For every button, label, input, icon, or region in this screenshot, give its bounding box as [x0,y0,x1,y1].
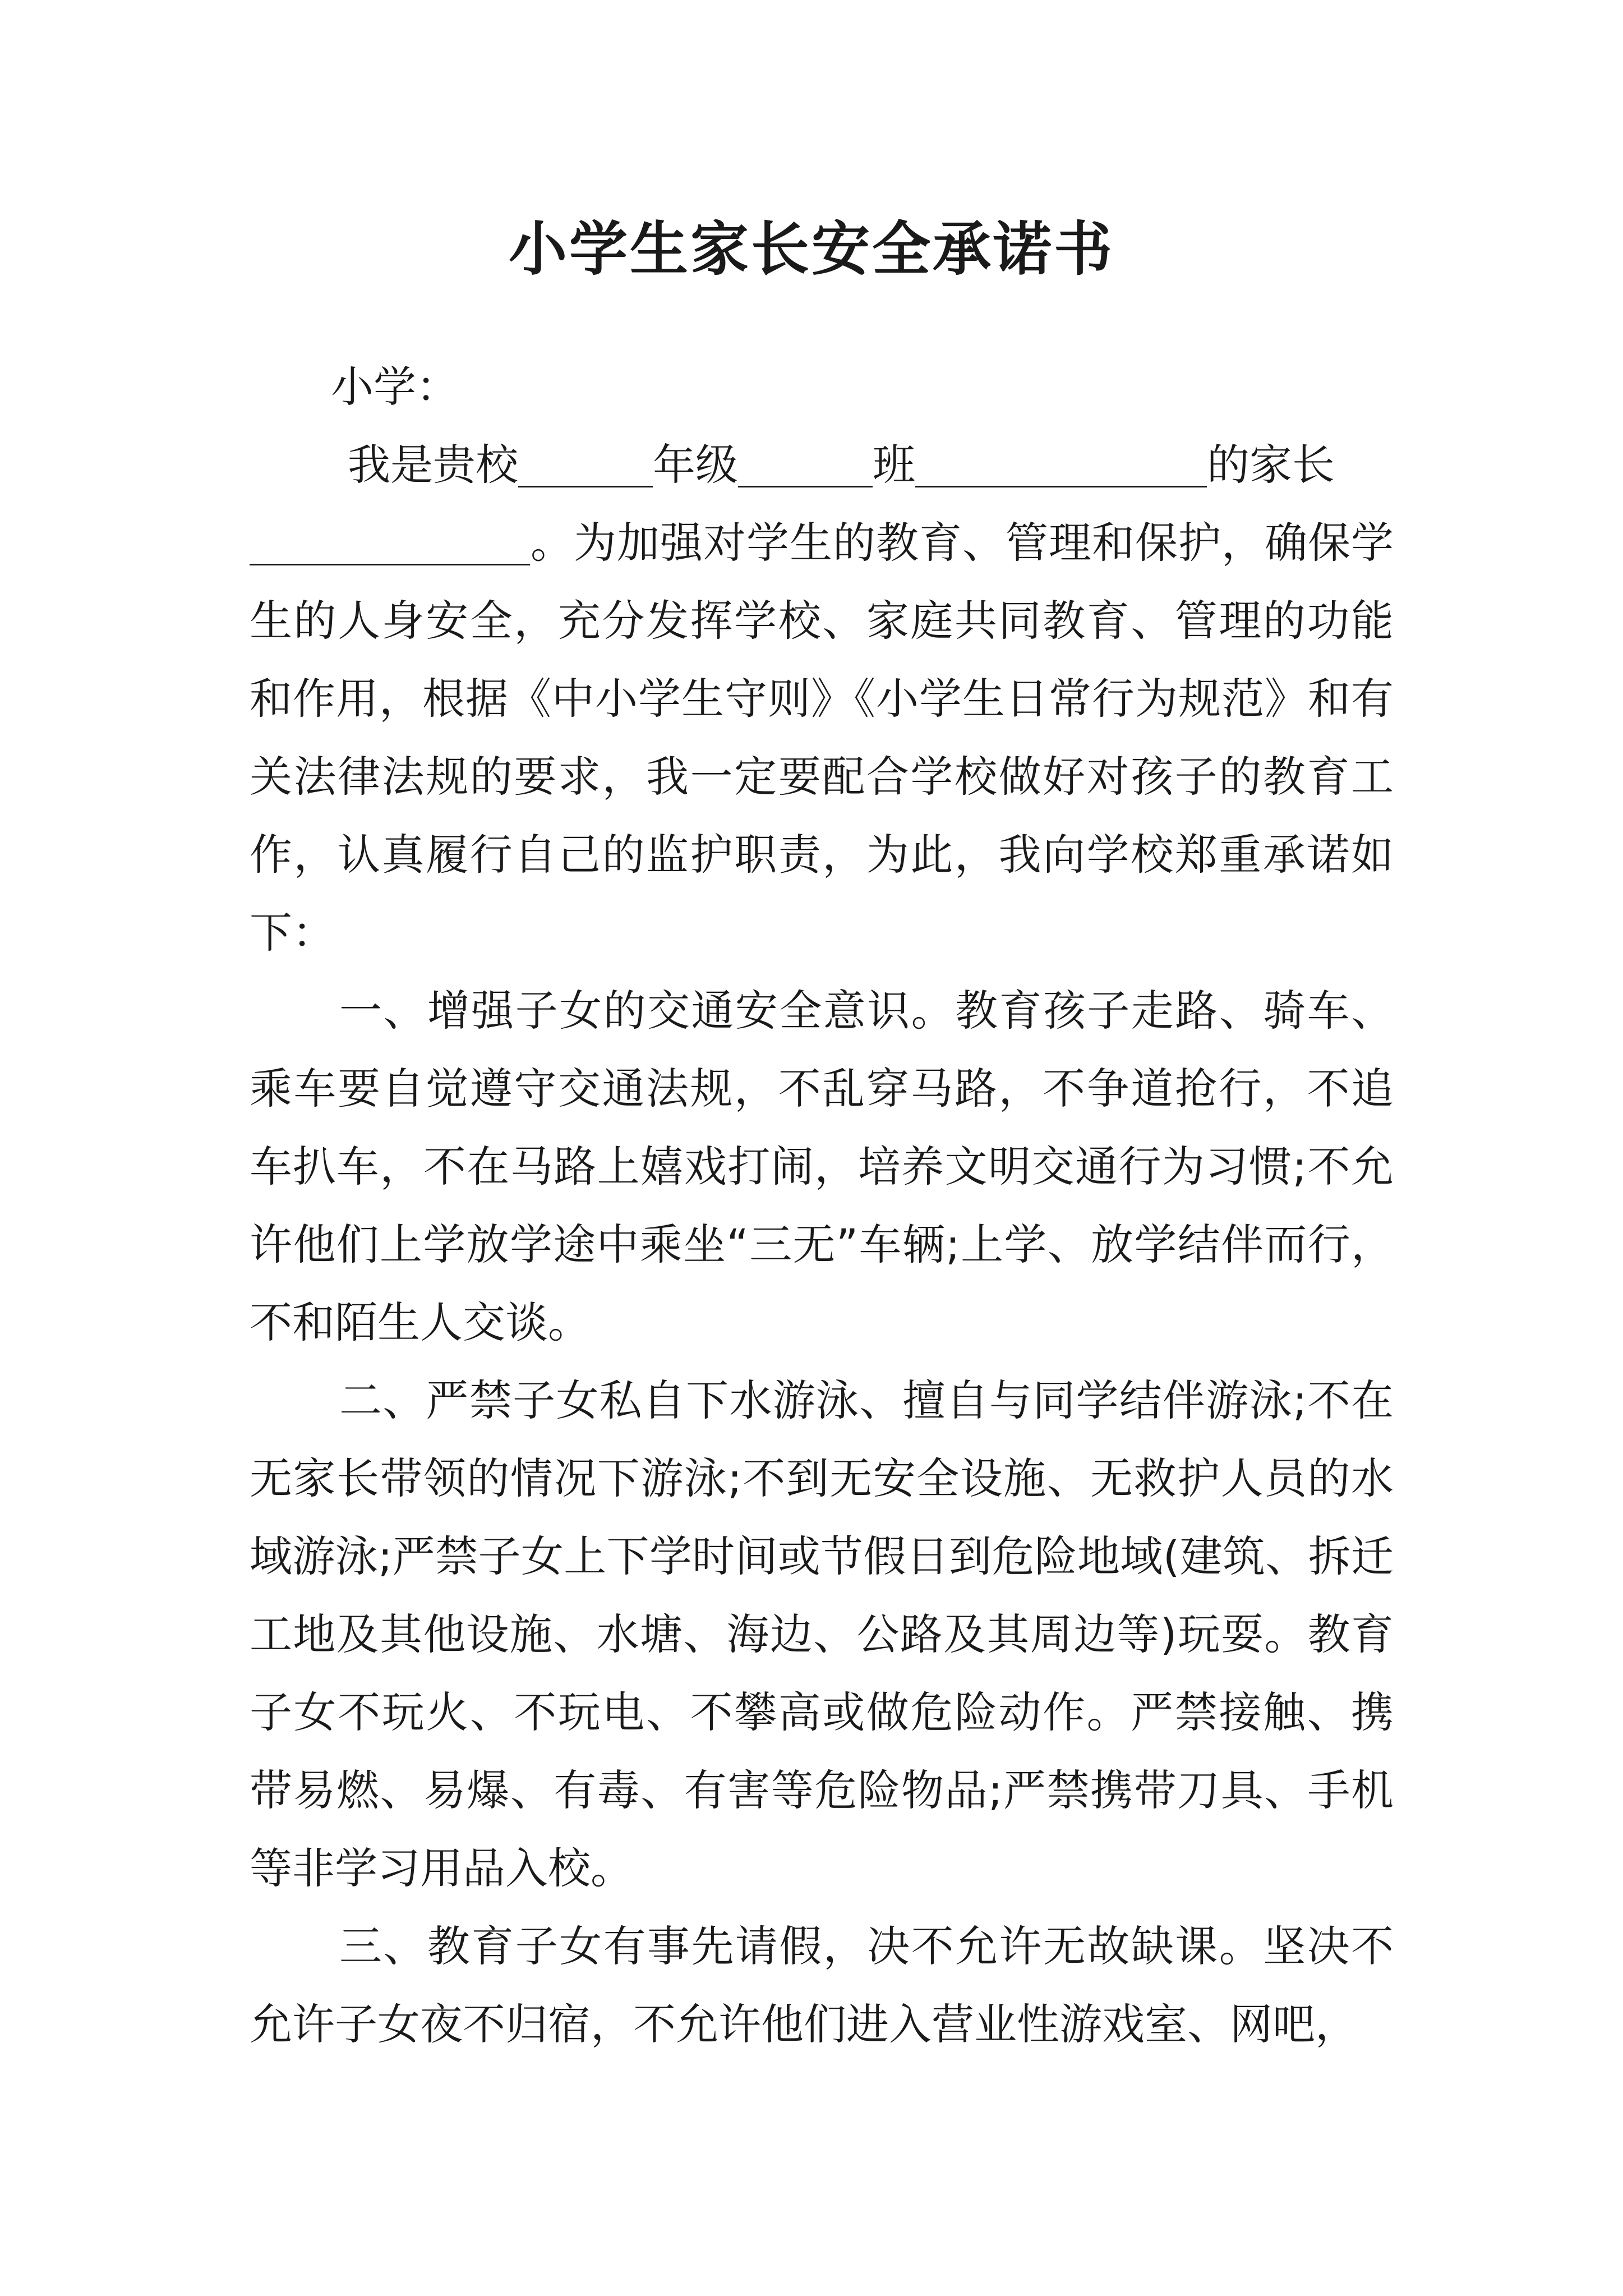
document-body [250,348,1394,2063]
pledge-item-2: 二、严禁子女私自下水游泳、擅自与同学结伴游泳;不在无家长带领的情况下游泳;不到无安全设施、无救护人员的水域游泳;严禁子女上下学时间或节假日到危险地域(建筑、拆迁工地及其他设施、水塘、海边、公路及其周边等)玩耍。教育子女不玩火、不玩电、不攀高或做危险动作。严禁接触、携带易燃、易爆、有毒、有害等危险物品;严禁携带刀具、手机等非学习用品入校。 [250,1375,1394,1893]
salutation: 小学： [331,362,459,412]
intro-first-line [348,426,1394,504]
grade-blank[interactable] [518,436,653,487]
student-name-blank[interactable] [915,436,1207,487]
intro-paragraph [250,426,1394,972]
document-title: 小学生家长安全承诺书 [508,214,1114,283]
class-blank[interactable] [738,436,873,487]
intro-text-2: 年级 [653,440,738,490]
pledge-item-1: 一、增强子女的交通安全意识。教育孩子走路、骑车、乘车要自觉遵守交通法规，不乱穿马路，不争道抢行，不追车扒车，不在马路上嬉戏打闹，培养文明交通行为习惯;不允许他们上学放学途中乘坐“三无”车辆;上学、放学结伴而行，不和陌生人交谈。 [250,986,1394,1347]
intro-text-4: 的家长 [1207,440,1335,490]
pledge-item-3: 三、教育子女有事先请假，决不允许无故缺课。坚决不允许子女夜不归宿，不允许他们进入营业性游戏室、网吧， [250,1921,1394,2049]
intro-text-3: 班 [873,440,915,490]
parent-name-blank[interactable] [250,514,530,565]
intro-text-5: 。为加强对学生的教育、管理和保护，确保学生的人身安全，充分发挥学校、家庭共同教育、管理的功能和作用，根据《中小学生守则》《小学生日常行为规范》和有关法律法规的要求，我一定要配合学校做好对孩子的教育工作，认真履行自己的监护职责，为此，我向学校郑重承诺如下： [250,518,1394,958]
intro-text-1: 我是贵校 [348,440,518,490]
